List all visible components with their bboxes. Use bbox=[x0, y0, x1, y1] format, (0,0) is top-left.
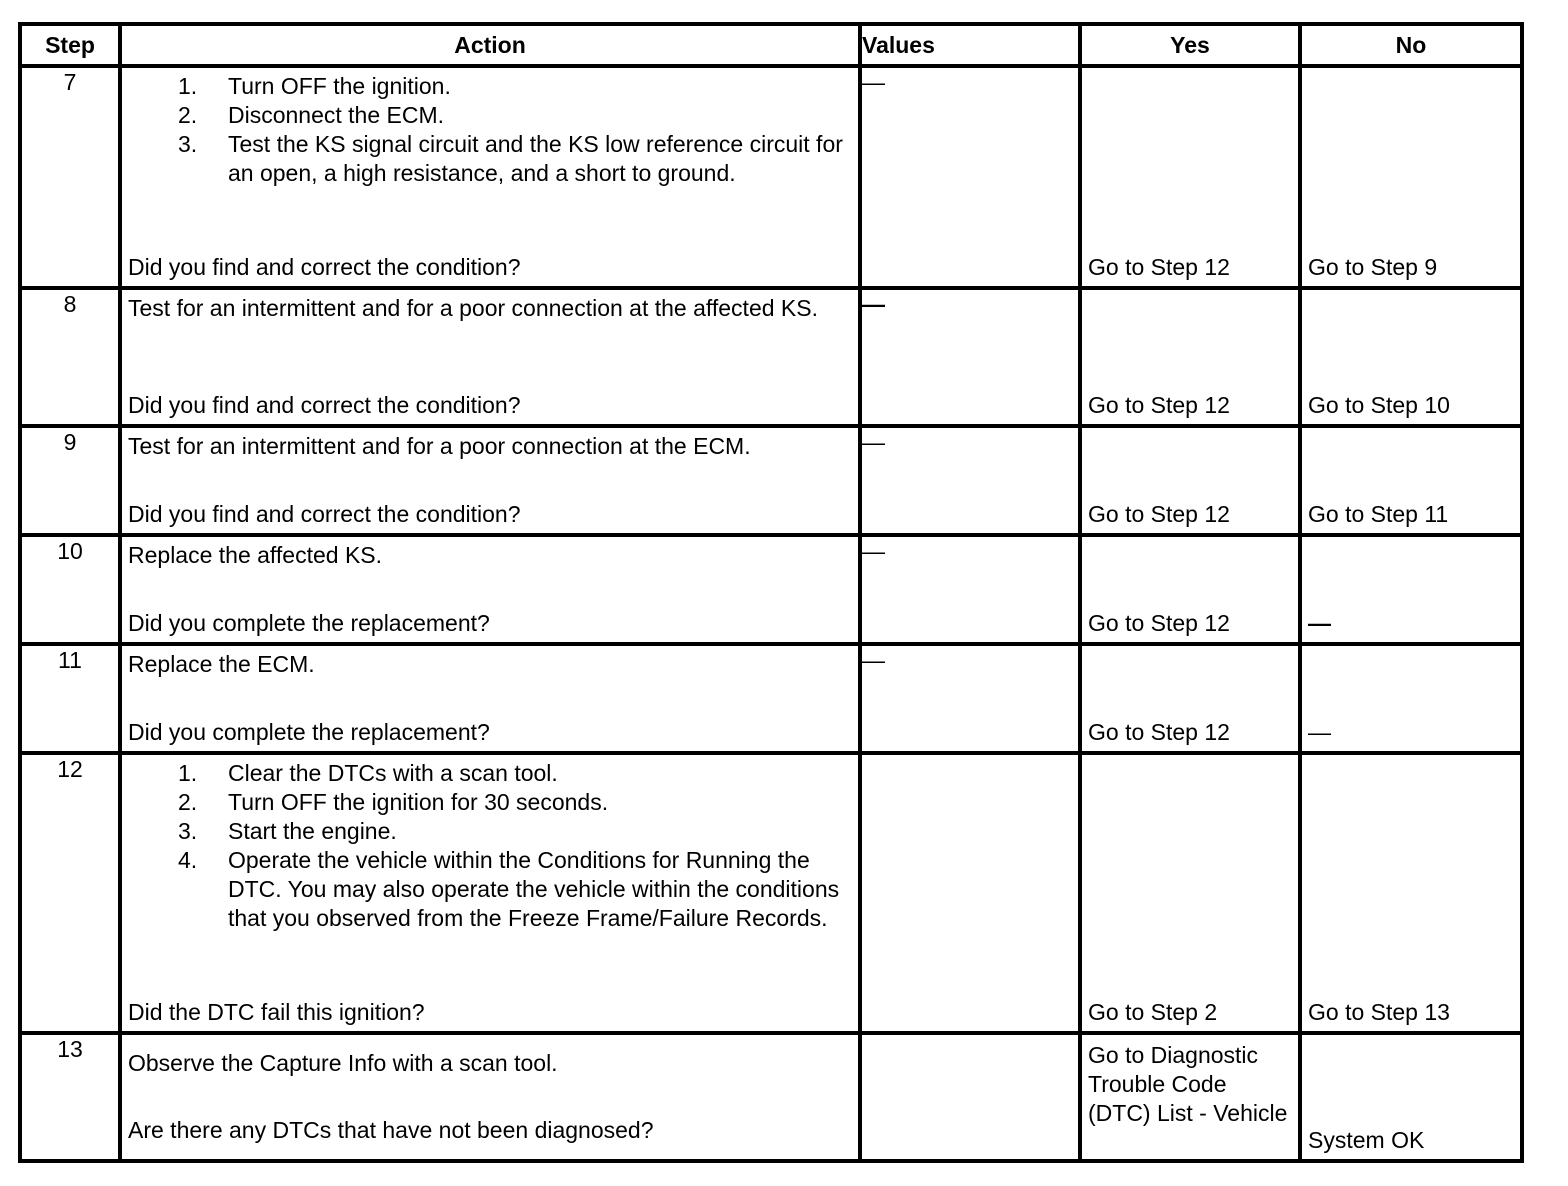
list-item: 2. Turn OFF the ignition for 30 seconds. bbox=[178, 789, 609, 815]
list-item: 4. Operate the vehicle within the Conditions for Running the DTC. You may also operate the vehicle within the conditions that you observed from the Freeze Frame/Failure Records. bbox=[178, 847, 840, 931]
value-cell bbox=[860, 753, 1080, 1033]
header-no: No bbox=[1300, 24, 1522, 66]
no-link: Go to Step 11 bbox=[1308, 501, 1449, 527]
action-question: Did you find and correct the condition? bbox=[128, 254, 521, 280]
list-item: 2. Disconnect the ECM. bbox=[178, 102, 445, 128]
header-row bbox=[20, 24, 1522, 66]
value-cell bbox=[860, 1033, 1080, 1161]
action-cell bbox=[120, 535, 860, 644]
yes-link: Go to Step 12 bbox=[1088, 610, 1230, 636]
diagnostic-table bbox=[18, 22, 1524, 1163]
list-item: 1. Turn OFF the ignition. bbox=[178, 73, 451, 99]
no-cell bbox=[1300, 426, 1522, 535]
value-text: — bbox=[862, 429, 885, 455]
action-text: Test for an intermittent and for a poor connection at the affected KS. bbox=[128, 295, 818, 321]
yes-link: Go to Step 2 bbox=[1088, 999, 1218, 1025]
no-link: — bbox=[1308, 610, 1331, 636]
list-item: 3. Start the engine. bbox=[178, 818, 397, 844]
yes-cell bbox=[1080, 644, 1300, 753]
action-cell bbox=[120, 644, 860, 753]
action-cell bbox=[120, 753, 860, 1033]
yes-link: Go to Step 12 bbox=[1088, 501, 1230, 527]
no-link: Go to Step 9 bbox=[1308, 254, 1438, 280]
value-cell bbox=[860, 288, 1080, 426]
action-question: Did you complete the replacement? bbox=[128, 719, 490, 745]
action-text: Replace the affected KS. bbox=[128, 542, 383, 568]
value-cell bbox=[860, 426, 1080, 535]
no-link: Go to Step 13 bbox=[1308, 999, 1450, 1025]
value-text: — bbox=[862, 538, 885, 564]
no-link: Go to Step 10 bbox=[1308, 392, 1450, 418]
yes-cell bbox=[1080, 1033, 1300, 1161]
action-list bbox=[128, 72, 852, 188]
table-row-step-8 bbox=[20, 288, 1522, 426]
action-list bbox=[128, 759, 852, 933]
action-question: Are there any DTCs that have not been diagnosed? bbox=[128, 1117, 654, 1143]
value-text: — bbox=[862, 647, 885, 673]
action-text: Observe the Capture Info with a scan tool. bbox=[128, 1050, 558, 1076]
value-text: — bbox=[862, 69, 885, 95]
no-cell bbox=[1300, 288, 1522, 426]
no-cell bbox=[1300, 535, 1522, 644]
action-cell bbox=[120, 1033, 860, 1161]
yes-cell bbox=[1080, 288, 1300, 426]
no-cell bbox=[1300, 644, 1522, 753]
yes-link: Go to Step 12 bbox=[1088, 254, 1230, 280]
table-row-step-11 bbox=[20, 644, 1522, 753]
action-cell bbox=[120, 288, 860, 426]
header-step: Step bbox=[20, 24, 120, 66]
no-cell bbox=[1300, 66, 1522, 288]
no-cell bbox=[1300, 1033, 1522, 1161]
no-link: — bbox=[1308, 719, 1331, 745]
action-question: Did you complete the replacement? bbox=[128, 610, 490, 636]
yes-link: Go to Diagnostic Trouble Code (DTC) List - Vehicle bbox=[1088, 1042, 1288, 1126]
step-number: 10 bbox=[20, 535, 120, 644]
table-row-step-13 bbox=[20, 1033, 1522, 1161]
value-cell bbox=[860, 66, 1080, 288]
step-number: 9 bbox=[20, 426, 120, 535]
action-text: Test for an intermittent and for a poor connection at the ECM. bbox=[128, 433, 751, 459]
header-action: Action bbox=[120, 24, 860, 66]
action-question: Did the DTC fail this ignition? bbox=[128, 999, 425, 1025]
header-values: Values bbox=[860, 24, 1080, 66]
yes-link: Go to Step 12 bbox=[1088, 392, 1230, 418]
no-cell bbox=[1300, 753, 1522, 1033]
step-number: 11 bbox=[20, 644, 120, 753]
step-number: 13 bbox=[20, 1033, 120, 1161]
yes-cell bbox=[1080, 66, 1300, 288]
no-link: System OK bbox=[1308, 1127, 1425, 1153]
list-item: 3. Test the KS signal circuit and the KS low reference circuit for an open, a high resistance, and a short to ground. bbox=[178, 131, 843, 186]
yes-cell bbox=[1080, 426, 1300, 535]
action-question: Did you find and correct the condition? bbox=[128, 501, 521, 527]
header-yes: Yes bbox=[1080, 24, 1300, 66]
step-number: 12 bbox=[20, 753, 120, 1033]
value-text: — bbox=[862, 291, 885, 317]
step-number: 7 bbox=[20, 66, 120, 288]
value-cell bbox=[860, 644, 1080, 753]
yes-cell bbox=[1080, 753, 1300, 1033]
list-item: 1. Clear the DTCs with a scan tool. bbox=[178, 760, 558, 786]
step-number: 8 bbox=[20, 288, 120, 426]
table-row-step-9 bbox=[20, 426, 1522, 535]
action-text: Replace the ECM. bbox=[128, 651, 315, 677]
yes-link: Go to Step 12 bbox=[1088, 719, 1230, 745]
value-cell bbox=[860, 535, 1080, 644]
table-row-step-10 bbox=[20, 535, 1522, 644]
table-row-step-12 bbox=[20, 753, 1522, 1033]
action-question: Did you find and correct the condition? bbox=[128, 392, 521, 418]
action-cell bbox=[120, 426, 860, 535]
table-row-step-7 bbox=[20, 66, 1522, 288]
action-cell bbox=[120, 66, 860, 288]
yes-cell bbox=[1080, 535, 1300, 644]
